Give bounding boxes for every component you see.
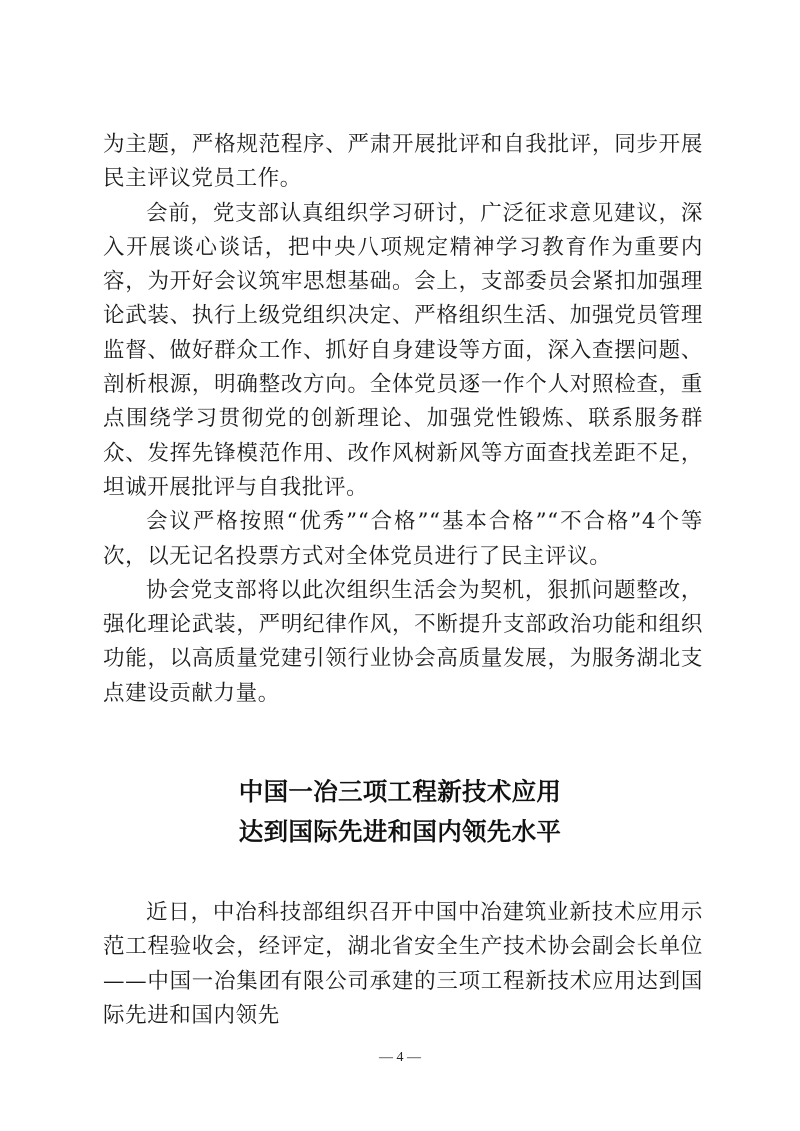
article-paragraph-1: 近日，中冶科技部组织召开中国中冶建筑业新技术应用示范工程验收会，经评定，湖北省安全生产技术协会副会长单位——中国一冶集团有限公司承建的三项工程新技术应用达到国际先进和国内领先 <box>103 900 703 1028</box>
article-title-line-2: 达到国际先进和国内领先水平 <box>238 817 562 846</box>
paragraph-2: 会前，党支部认真组织学习研讨，广泛征求意见建议，深入开展谈心谈话，把中央八项规定精神学习教育作为重要内容，为开好会议筑牢思想基础。会上，支部委员会紧扣加强理论武装、执行上级党组织决定、严格组织生活、加强党员管理监督、做好群众工作、抓好自身建设等方面，深入查摆问题、剖析根源，明确整改方向。全体党员逐一作个人对照检查，重点围绕学习贯彻党的创新理论、加强党性锻炼、联系服务群众、发挥先锋模范作用、改作风树新风等方面查找差距不足，坦诚开展批评与自我批评。 <box>103 200 703 500</box>
paragraph-3: 会议严格按照“优秀”“合格”“基本合格”“不合格”4个等次，以无记名投票方式对全体党员进行了民主评议。 <box>103 509 703 569</box>
section-two-body <box>103 896 703 1033</box>
paragraph-1: 为主题，严格规范程序、严肃开展批评和自我批评，同步开展民主评议党员工作。 <box>103 132 703 192</box>
article-title-line-1: 中国一冶三项工程新技术应用 <box>238 777 562 806</box>
paragraph-4: 协会党支部将以此次组织生活会为契机，狠抓问题整改，强化理论武装，严明纪律作风，不断提升支部政治功能和组织功能，以高质量党建引领行业协会高质量发展，为服务湖北支点建设贡献力量。 <box>103 577 703 706</box>
section-one-body <box>103 128 703 711</box>
article-title <box>0 772 800 852</box>
page-number: — 4 — <box>379 1050 421 1065</box>
